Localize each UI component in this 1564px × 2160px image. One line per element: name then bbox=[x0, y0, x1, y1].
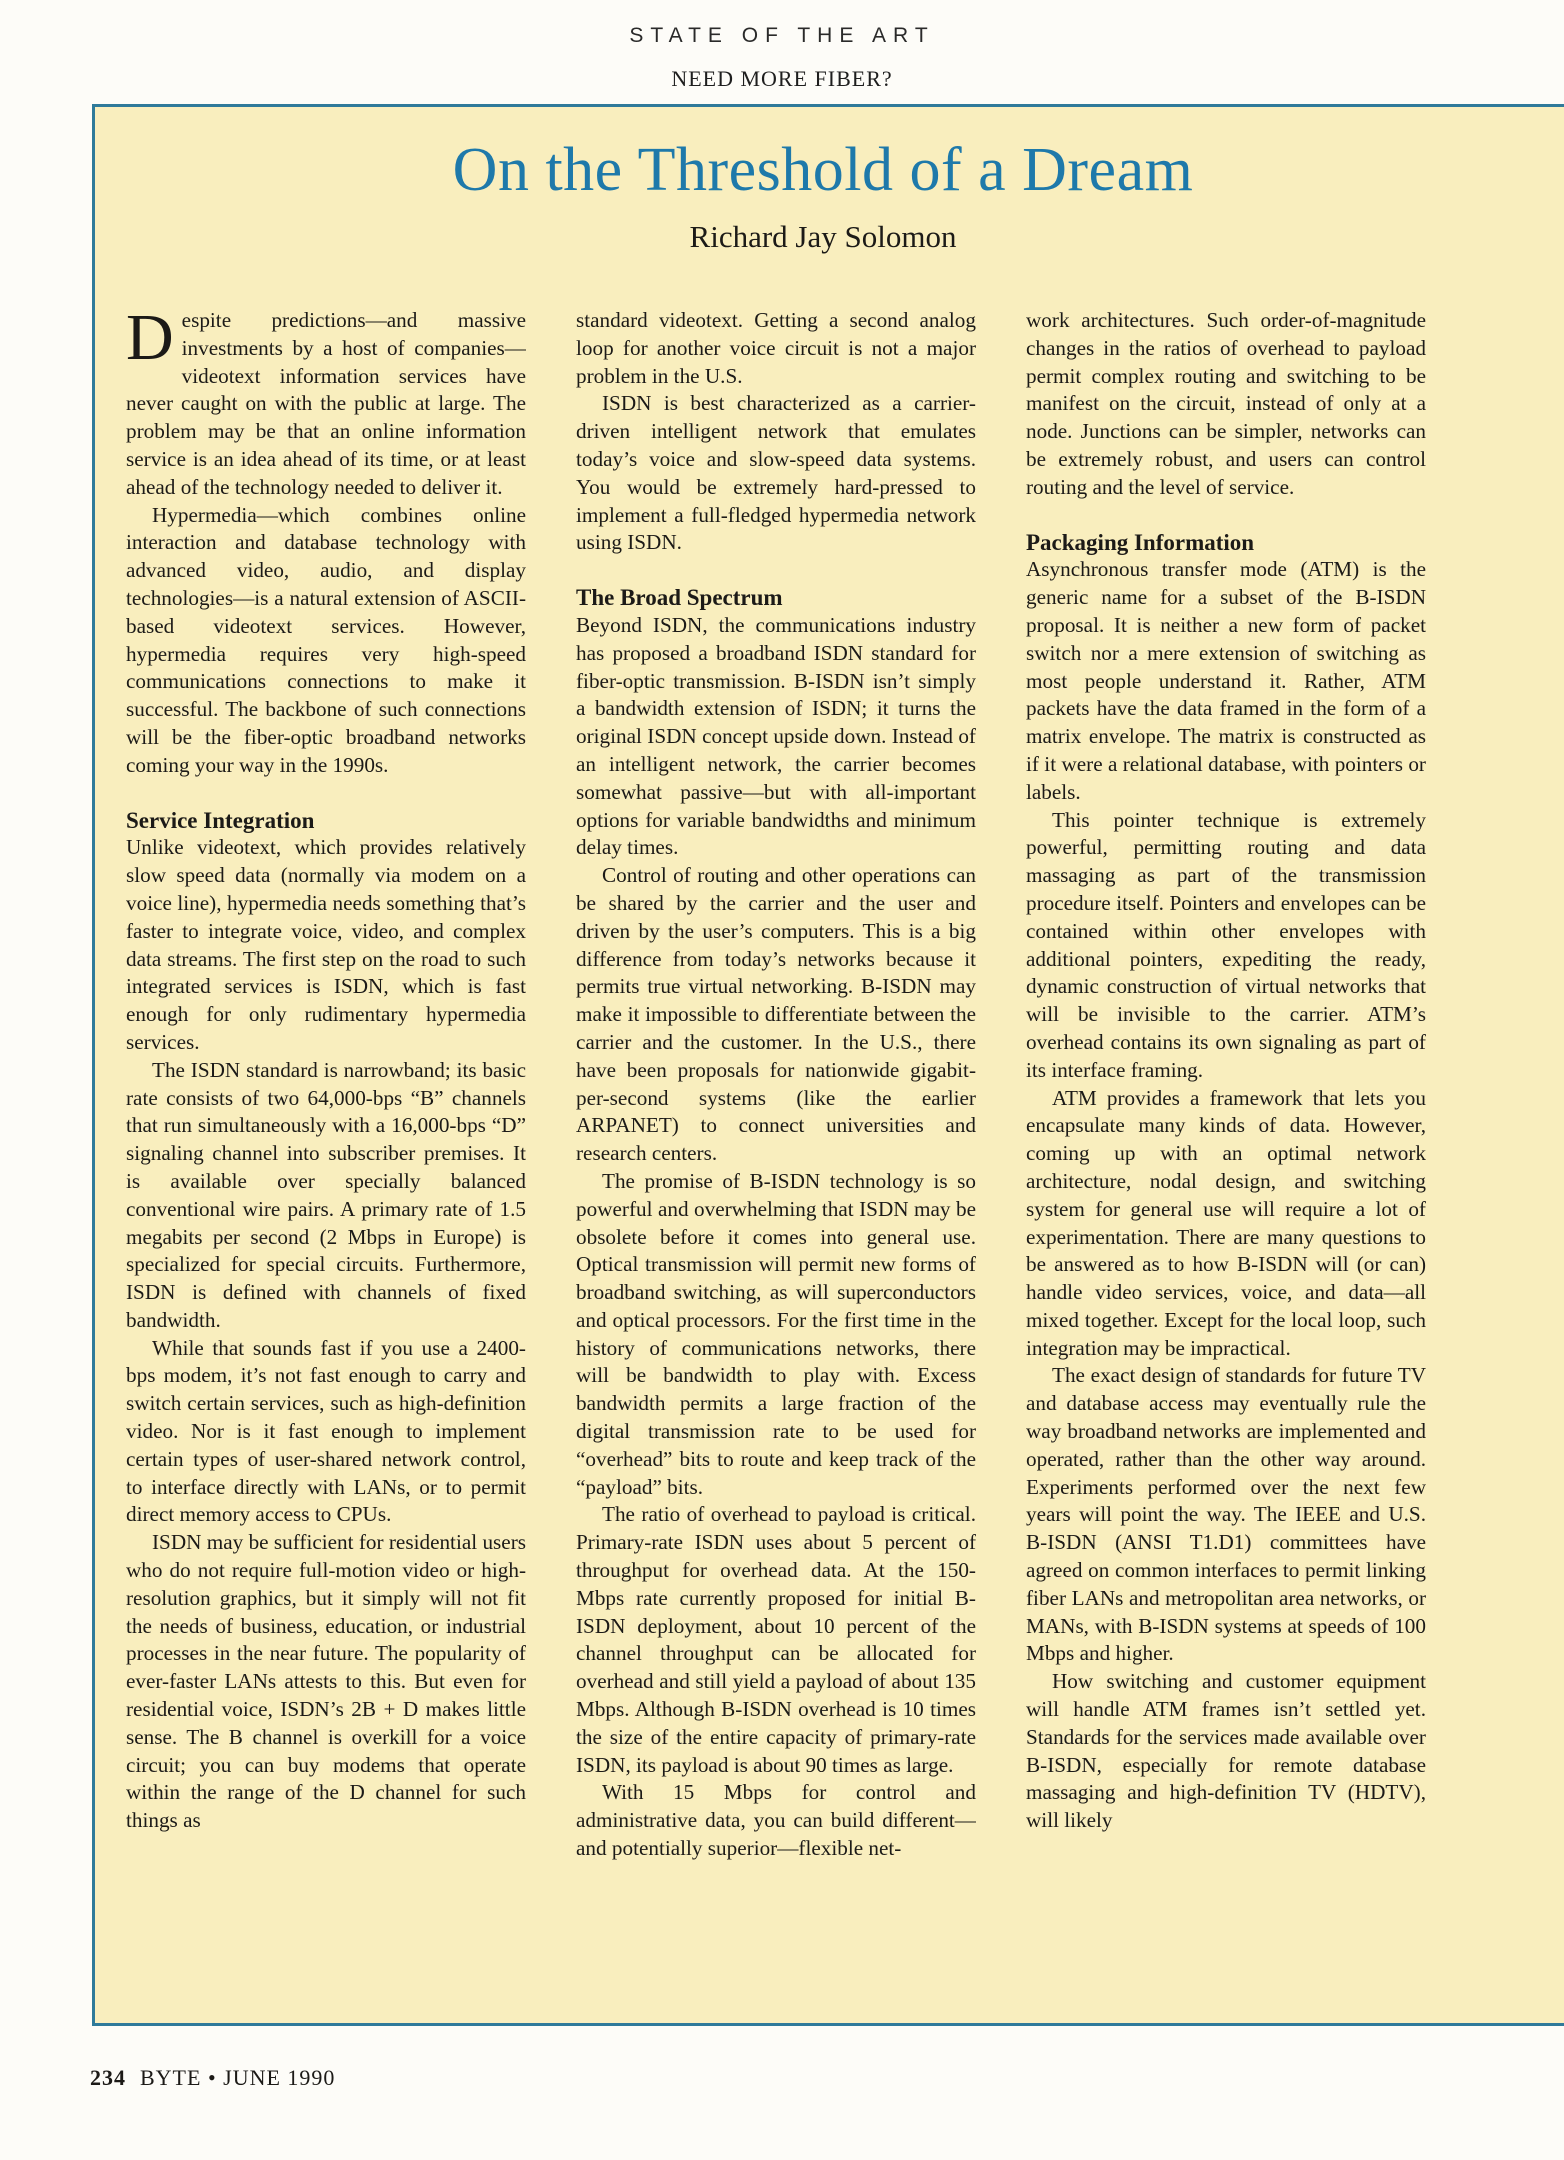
publication-line: BYTE • JUNE 1990 bbox=[140, 2065, 336, 2090]
column-3 bbox=[1026, 307, 1426, 2007]
column-1 bbox=[126, 307, 526, 2007]
paragraph: While that sounds fast if you use a 2400-bps modem, it’s not fast enough to carry and switch certain services, such as high-definition video. Nor is it fast enough to implement certain types of user-shared network control, to interface directly with LANs, or to permit direct memory access to CPUs. bbox=[126, 1335, 526, 1527]
paragraph: Beyond ISDN, the communications industry has proposed a broadband ISDN standard for fiber-optic transmission. B-ISDN isn’t simply a bandwidth extension of ISDN; it turns the original ISDN concept upside down. Instead of an intelligent network, the carrier becomes somewhat passive—but with all-important options for variable bandwidths and minimum delay times. bbox=[576, 612, 976, 860]
page-number: 234 bbox=[90, 2065, 126, 2090]
paragraph: The promise of B-ISDN technology is so powerful and overwhelming that ISDN may be obsolete before it comes into general use. Optical transmission will permit new forms of broadband switching, as will superconductors and optical processors. For the first time in the history of communications networks, there will be bandwidth to play with. Excess bandwidth permits a large fraction of the digital transmission rate to be used for “overhead” bits to route and keep track of the “payload” bits. bbox=[576, 1168, 976, 1499]
article-byline: Richard Jay Solomon bbox=[689, 219, 957, 254]
paragraph: ISDN is best characterized as a carrier-driven intelligent network that emulates today’s voice and slow-speed data systems. You would be extremely hard-pressed to implement a full-fledged hypermedia network using ISDN. bbox=[576, 391, 976, 555]
paragraph: Control of routing and other operations can be shared by the carrier and the user and driven by the user’s computers. This is a big difference from today’s networks because it permits true virtual networking. B-ISDN may make it impossible to differentiate between the carrier and the customer. In the U.S., there have been proposals for nationwide gigabit-per-second systems (like the earlier ARPANET) to connect universities and research centers. bbox=[576, 863, 976, 1166]
section-heading: Service Integration bbox=[126, 807, 315, 833]
paragraph: ISDN may be sufficient for residential users who do not require full-motion video or high-resolution graphics, but it simply will not fit the needs of business, education, or industrial processes in the near future. The popularity of ever-faster LANs attests to this. But even for residential voice, ISDN’s 2B + D makes little sense. The B channel is overkill for a voice circuit; you can buy modems that operate within the range of the D channel for such things as bbox=[126, 1530, 526, 1833]
paragraph bbox=[126, 307, 526, 502]
paragraph: The ISDN standard is narrowband; its basic rate consists of two 64,000-bps “B” channels that run simultaneously with a 16,000-bps “D” signaling channel into subscriber premises. It is available over specially balanced conventional wire pairs. A primary rate of 1.5 megabits per second (2 Mbps in Europe) is specialized for special circuits. Furthermore, ISDN is defined with channels of fixed bandwidth. bbox=[126, 1057, 526, 1332]
section-heading: The Broad Spectrum bbox=[576, 585, 783, 611]
paragraph: The exact design of standards for future TV and database access may eventually rule the way broadband networks are implemented and operated, rather than the other way around. Experiments performed over the next few years will point the way. The IEEE and U.S. B-ISDN (ANSI T1.D1) committees have agreed on common interfaces to permit linking fiber LANs and metropolitan area networks, or MANs, with B-ISDN systems at speeds of 100 Mbps and higher. bbox=[1026, 1363, 1426, 1666]
section-kicker: STATE OF THE ART bbox=[629, 24, 935, 47]
paragraph: The ratio of overhead to payload is critical. Primary-rate ISDN uses about 5 percent of throughput for overhead data. At the 150-Mbps rate currently proposed for initial B-ISDN deployment, about 10 percent of the channel throughput can be allocated for overhead and still yield a payload of about 135 Mbps. Although B-ISDN overhead is 10 times the size of the entire capacity of primary-rate ISDN, its payload is about 90 times as large. bbox=[576, 1502, 976, 1777]
paragraph: ATM provides a framework that lets you encapsulate many kinds of data. However, coming up with an optimal network architecture, nodal design, and switching system for general use will require a lot of experimentation. There are many questions to be answered as to how B-ISDN will (or can) handle video services, voice, and data—all mixed together. Except for the local loop, such integration may be impractical. bbox=[1026, 1085, 1426, 1360]
paragraph: Unlike videotext, which provides relatively slow speed data (normally via modem on a voice line), hypermedia needs something that’s faster to integrate voice, video, and complex data streams. The first step on the road to such integrated services is ISDN, which is fast enough for only rudimentary hypermedia services. bbox=[126, 835, 526, 1054]
paragraph: Hypermedia—which combines online interaction and database technology with advanced video, audio, and display technologies—is a natural extension of ASCII-based videotext services. However, hypermedia requires very high-speed communications connections to make it successful. The backbone of such connections will be the fiber-optic broadband networks coming your way in the 1990s. bbox=[126, 502, 526, 777]
paragraph: How switching and customer equipment will handle ATM frames isn’t settled yet. Standards for the services made available over B-ISDN, especially for remote database massaging and high-definition TV (HDTV), will likely bbox=[1026, 1669, 1426, 1833]
paragraph: With 15 Mbps for control and administrative data, you can build different—and potentially superior—flexible net- bbox=[576, 1780, 976, 1861]
column-2 bbox=[576, 307, 976, 2007]
paragraph: work architectures. Such order-of-magnitude changes in the ratios of overhead to payload permit complex routing and switching to be manifest on the circuit, instead of only at a node. Junctions can be simpler, networks can be extremely robust, and users can control routing and the level of service. bbox=[1026, 308, 1426, 499]
drop-cap: D bbox=[126, 307, 174, 374]
paragraph-text: espite predictions—and massive investments by a host of companies—videotext information services have never caught on with the public at large. The problem may be that an online information service is an idea ahead of its time, or at least ahead of the technology needed to deliver it. bbox=[126, 308, 526, 499]
section-heading: Packaging Information bbox=[1026, 529, 1255, 555]
paragraph: standard videotext. Getting a second analog loop for another voice circuit is not a major problem in the U.S. bbox=[576, 308, 976, 388]
page-footer bbox=[90, 2065, 335, 2091]
paragraph: This pointer technique is extremely powerful, permitting routing and data massaging as part of the transmission procedure itself. Pointers and envelopes can be contained within other envelopes with additional pointers, expediting the ready, dynamic construction of virtual networks that will be invisible to the carrier. ATM’s overhead contains its own signaling as part of its interface framing. bbox=[1026, 807, 1426, 1082]
article-box bbox=[92, 104, 1564, 2026]
paragraph: Asynchronous transfer mode (ATM) is the generic name for a subset of the B-ISDN proposal. It is neither a new form of packet switch nor a mere extension of switching as most people understand it. Rather, ATM packets have the data framed in the form of a matrix envelope. The matrix is constructed as if it were a relational database, with pointers or labels. bbox=[1026, 557, 1426, 804]
article-title: On the Threshold of a Dream bbox=[452, 136, 1194, 204]
section-subkicker: NEED MORE FIBER? bbox=[671, 66, 893, 91]
